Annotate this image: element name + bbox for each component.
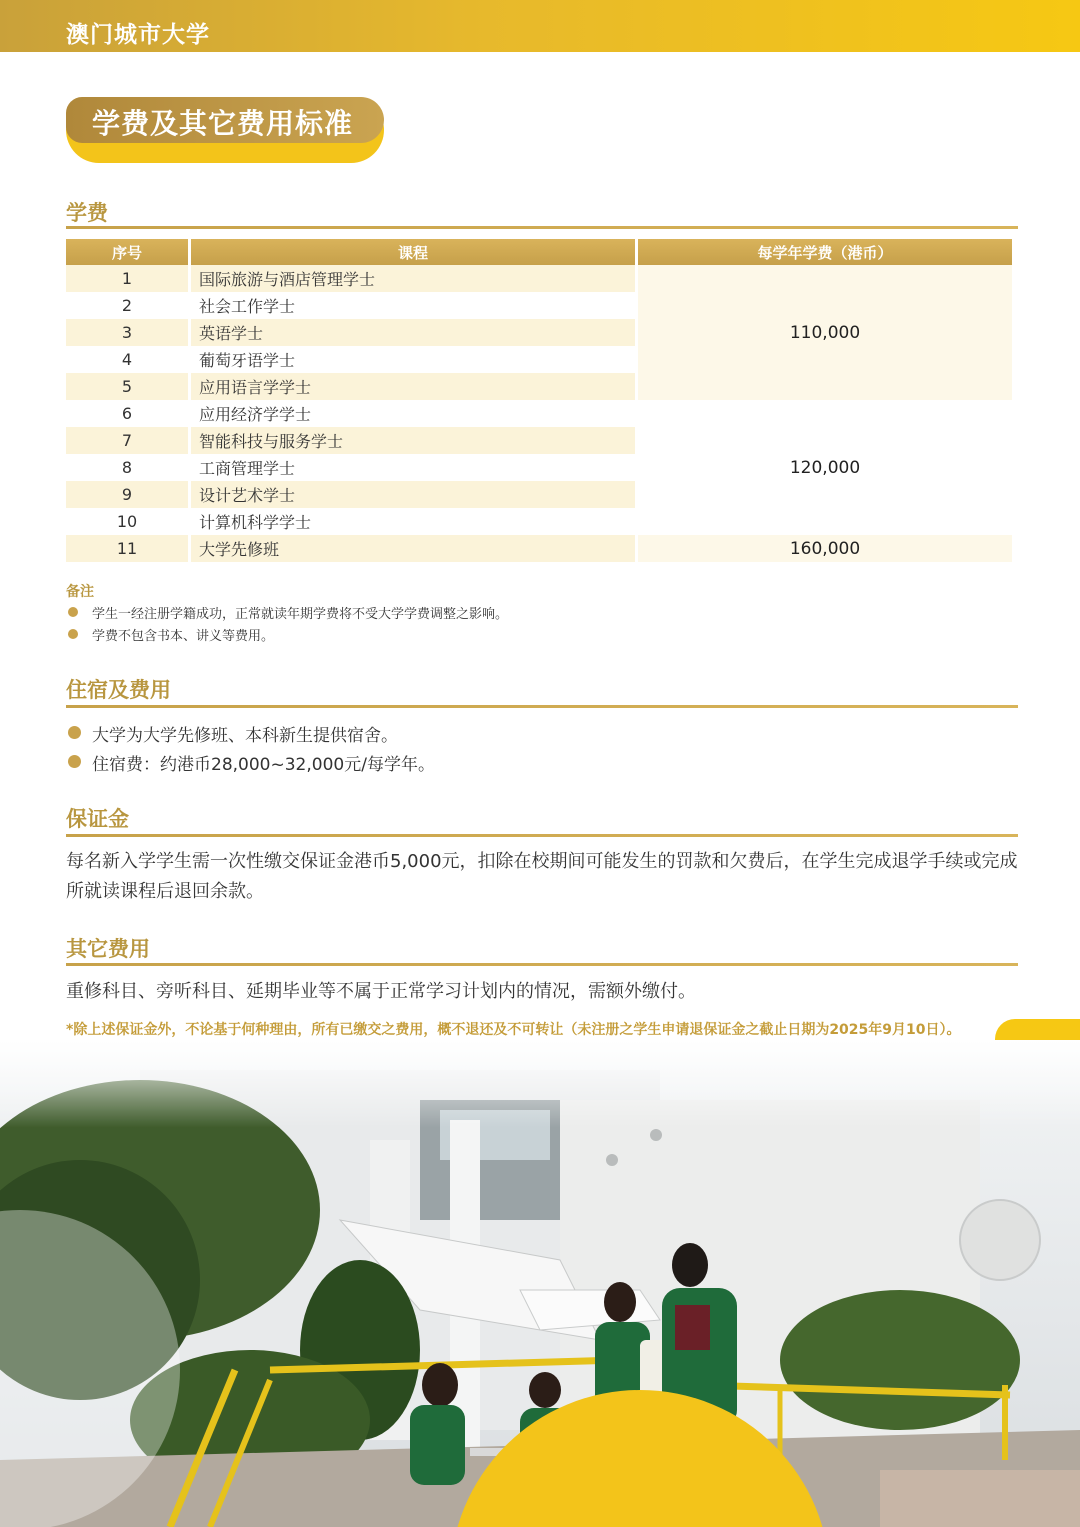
row-number: 2	[66, 292, 188, 319]
course-name: 大学先修班	[191, 535, 635, 562]
course-name: 计算机科学学士	[191, 508, 635, 535]
row-number: 5	[66, 373, 188, 400]
page-title-badge	[66, 97, 384, 163]
column-header-course: 课程	[191, 239, 635, 265]
course-name: 设计艺术学士	[191, 481, 635, 508]
deposit-text: 每名新入学学生需一次性缴交保证金港币5,000元，扣除在校期间可能发生的罚款和欠费后，在学生完成退学手续或完成所就读课程后退回余款。	[66, 851, 1018, 902]
course-name: 葡萄牙语学士	[191, 346, 635, 373]
course-name: 智能科技与服务学士	[191, 427, 635, 454]
fee-value: 110,000	[638, 265, 1012, 400]
row-number: 1	[66, 265, 188, 292]
header-bar	[0, 0, 1080, 52]
table-row	[66, 265, 1012, 292]
table-row	[66, 535, 1012, 562]
other-fees-section-title: 其它费用	[66, 937, 150, 961]
course-name: 应用语言学学士	[191, 373, 635, 400]
row-number: 11	[66, 535, 188, 562]
refund-footnote: *除上述保证金外，不论基于何种理由，所有已缴交之费用，概不退还及不可转让（未注册之学生申请退保证金之截止日期为2025年9月10日）。	[66, 1022, 961, 1038]
tuition-section-title: 学费	[66, 201, 108, 225]
bullet-icon	[68, 607, 78, 617]
course-name: 工商管理学士	[191, 454, 635, 481]
section-divider	[66, 834, 1018, 837]
course-name: 英语学士	[191, 319, 635, 346]
row-number: 10	[66, 508, 188, 535]
deposit-section-title: 保证金	[66, 807, 129, 831]
section-divider	[66, 705, 1018, 708]
tuition-table	[63, 239, 1015, 562]
section-divider	[66, 226, 1018, 229]
column-header-no: 序号	[66, 239, 188, 265]
accommodation-section-title: 住宿及费用	[66, 678, 171, 702]
bullet-icon	[68, 726, 81, 739]
course-name: 应用经济学学士	[191, 400, 635, 427]
row-number: 9	[66, 481, 188, 508]
bullet-icon	[68, 755, 81, 768]
course-name: 社会工作学士	[191, 292, 635, 319]
fee-value: 160,000	[638, 535, 1012, 562]
row-number: 7	[66, 427, 188, 454]
page-title: 学费及其它费用标准	[92, 107, 354, 140]
notes-title: 备注	[66, 584, 94, 600]
fee-value: 120,000	[638, 400, 1012, 535]
university-name: 澳门城市大学	[66, 22, 210, 48]
row-number: 6	[66, 400, 188, 427]
campus-photo	[0, 1040, 1080, 1527]
other-fees-text: 重修科目、旁听科目、延期毕业等不属于正常学习计划内的情况，需额外缴付。	[66, 981, 696, 1002]
row-number: 4	[66, 346, 188, 373]
section-divider	[66, 963, 1018, 966]
bullet-icon	[68, 629, 78, 639]
course-name: 国际旅游与酒店管理学士	[191, 265, 635, 292]
row-number: 8	[66, 454, 188, 481]
table-row	[66, 400, 1012, 427]
column-header-fee: 每学年学费（港币）	[638, 239, 1012, 265]
row-number: 3	[66, 319, 188, 346]
